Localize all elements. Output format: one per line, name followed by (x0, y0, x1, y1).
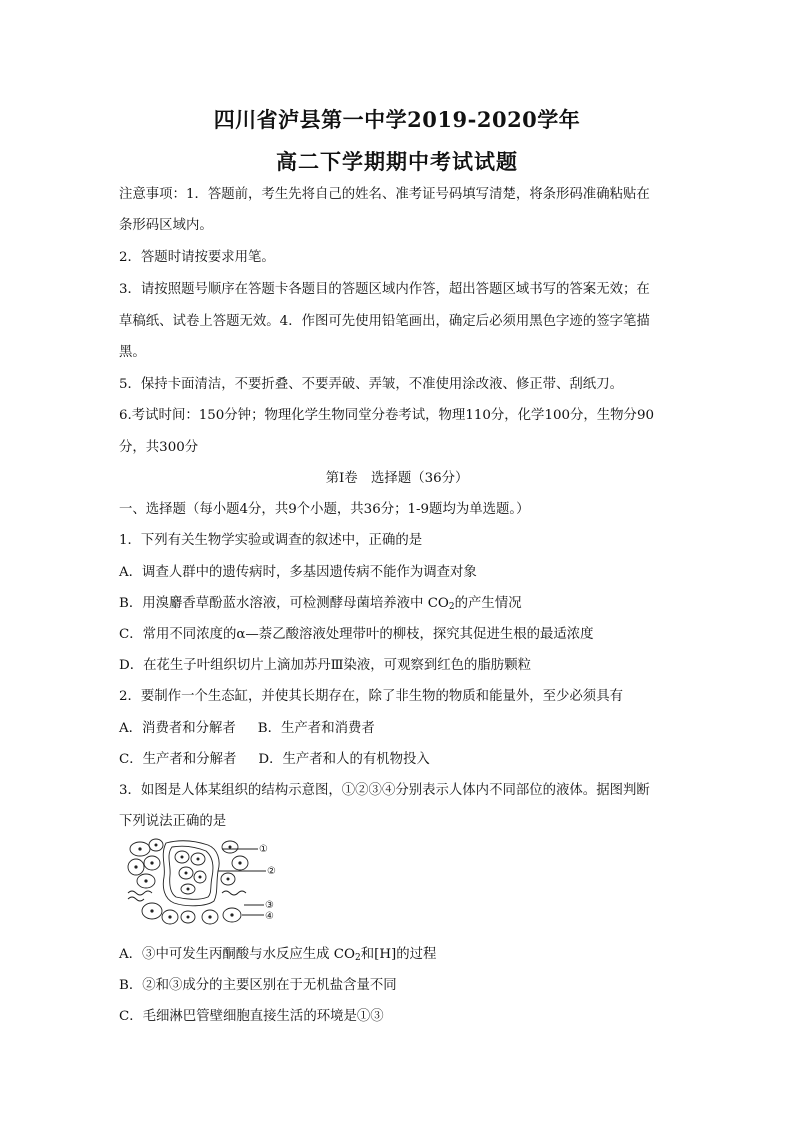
vessel-outline (163, 841, 219, 906)
q1-option-b-sub: 2 (448, 602, 455, 612)
page-title-line2: 高二下学期期中考试试题 (276, 149, 518, 174)
fig-label-1: ① (259, 844, 268, 855)
q1-option-d: D．在花生子叶组织切片上滴加苏丹Ⅲ染液，可观察到红色的脂肪颗粒 (119, 658, 531, 673)
q3-option-b: B．②和③成分的主要区别在于无机盐含量不同 (119, 978, 397, 993)
q2-options-row1 (119, 720, 679, 738)
q3-option-a-pre: A．③中可发生丙酮酸与水反应生成 CO (119, 947, 356, 962)
q1-option-c: C．常用不同浓度的α—萘乙酸溶液处理带叶的柳枝，探究其促进生根的最适浓度 (119, 627, 594, 642)
q2-option-c: C．生产者和分解者 (119, 752, 237, 767)
fig-label-4: ④ (265, 911, 274, 922)
q2-option-d: D．生产者和人的有机物投入 (258, 752, 430, 767)
note-3c: 黑。 (119, 345, 146, 360)
q1-option-b-post: 的产生情况 (454, 596, 522, 611)
q3-option-a (119, 946, 679, 967)
q3-stem-line2: 下列说法正确的是 (119, 814, 227, 829)
note-6a: 6.考试时间：150分钟；物理化学生物同堂分卷考试，物理110分，化学100分，生物分90 (119, 408, 654, 423)
section-instructions: 一、选择题（每小题4分，共9个小题，共36分；1-9题均为单选题。） (119, 502, 530, 517)
q2-option-b: B．生产者和消费者 (257, 721, 375, 736)
section-title: 第Ⅰ卷 选择题（36分） (325, 471, 469, 486)
note-5: 5．保持卡面清洁，不要折叠、不要弄破、弄皱，不准使用涂改液、修正带、刮纸刀。 (119, 377, 623, 392)
fig-label-3: ③ (265, 900, 274, 911)
q2-options-row2 (119, 751, 679, 769)
note-2: 2．答题时请按要求用笔。 (119, 250, 275, 265)
q1-option-b (119, 595, 679, 616)
q1-option-a: A．调查人群中的遗传病时，多基因遗传病不能作为调查对象 (119, 565, 477, 580)
q1-stem: 1．下列有关生物学实验或调查的叙述中，正确的是 (119, 533, 423, 548)
note-3a: 3．请按照题号顺序在答题卡各题目的答题区域内作答，超出答题区域书写的答案无效；在 (119, 282, 650, 297)
page-title-line1: 四川省泸县第一中学2019-2020学年 (213, 107, 581, 132)
note-6b: 分，共300分 (119, 440, 199, 455)
fig-label-2: ② (267, 866, 276, 877)
q3-option-a-post: 和[H]的过程 (360, 947, 437, 962)
q2-stem: 2．要制作一个生态缸，并使其长期存在，除了非生物的物质和能量外，至少必须具有 (119, 689, 623, 704)
note-3b: 草稿纸、试卷上答题无效。4．作图可先使用铅笔画出，确定后必须用黑色字迹的签字笔描 (119, 314, 650, 329)
note-1a: 注意事项：1．答题前，考生先将自己的姓名、准考证号码填写清楚，将条形码准确粘贴在 (119, 187, 650, 202)
note-1b: 条形码区域内。 (119, 218, 213, 233)
q3-option-c: C．毛细淋巴管壁细胞直接生活的环境是①③ (119, 1009, 384, 1024)
q3-stem-line1: 3．如图是人体某组织的结构示意图，①②③④分别表示人体内不同部位的液体。据图判断 (119, 783, 650, 798)
q2-option-a: A．消费者和分解者 (119, 721, 236, 736)
q1-option-b-pre: B．用溴麝香草酚蓝水溶液，可检测酵母菌培养液中 CO (119, 596, 449, 611)
q3-option-a-sub: 2 (355, 953, 361, 963)
tissue-structure-figure (126, 837, 286, 929)
